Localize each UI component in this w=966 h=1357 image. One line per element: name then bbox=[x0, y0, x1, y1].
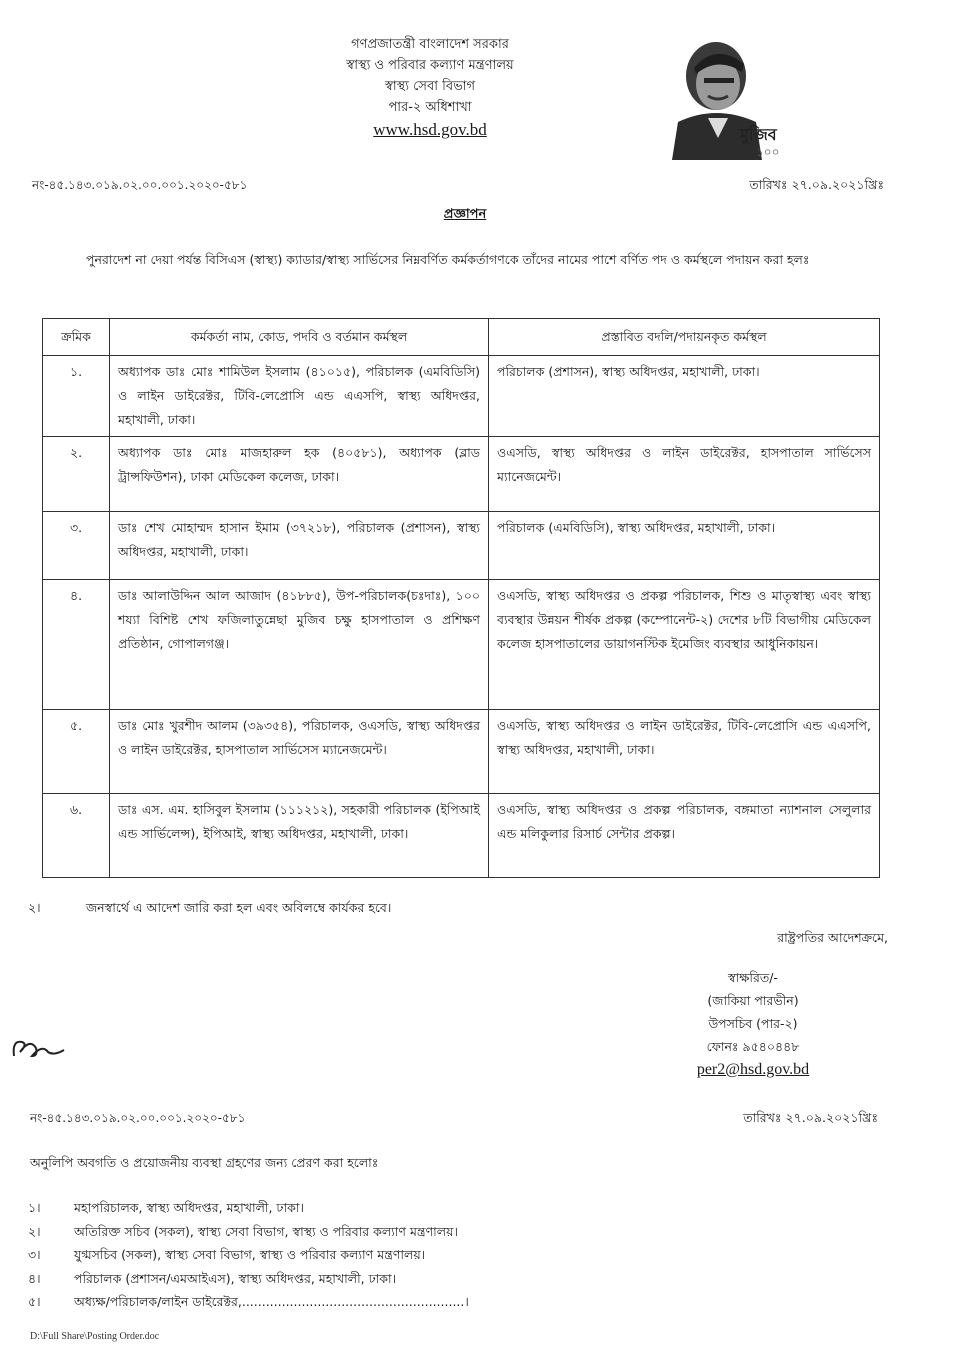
header-serial: ক্রমিক bbox=[43, 319, 110, 356]
website-link[interactable]: www.hsd.gov.bd bbox=[373, 120, 487, 139]
issue-date: তারিখঃ ২৭.০৯.২০২১খ্রিঃ bbox=[749, 177, 884, 192]
proposed-post-cell: পরিচালক (এমবিডিসি), স্বাস্থ্য অধিদপ্তর, মহাখালী, ঢাকা। bbox=[489, 512, 880, 580]
handwritten-initials-icon bbox=[8, 1030, 68, 1066]
mujib-centenary-logo-icon bbox=[664, 38, 794, 160]
list-item: ১। মহাপরিচালক, স্বাস্থ্য অধিদপ্তর, মহাখালী, ঢাকা। bbox=[28, 1200, 304, 1215]
copy-forwarding-line: অনুলিপি অবগতি ও প্রয়োজনীয় ব্যবস্থা গ্রহণের জন্য প্রেরণ করা হলোঃ bbox=[30, 1155, 379, 1170]
memo-number: নং-৪৫.১৪৩.০১৯.০২.০০.০০১.২০২০-৫৮১ bbox=[32, 178, 248, 192]
table-row bbox=[43, 356, 880, 437]
signatory-designation: উপসচিব (পার-২) bbox=[708, 1016, 798, 1031]
list-item: ২। অতিরিক্ত সচিব (সকল), স্বাস্থ্য সেবা বিভাগ, স্বাস্থ্য ও পরিবার কল্যাণ মন্ত্রণালয়। bbox=[28, 1223, 458, 1239]
logo-year: ১০০ bbox=[756, 145, 780, 159]
serial-cell: ৩. bbox=[43, 512, 110, 580]
distribution-list bbox=[28, 1196, 469, 1314]
current-post-cell: ডাঃ এস. এম. হাসিবুল ইসলাম (১১১২১২), সহকারী পরিচালক (ইপিআই এন্ড সার্ভিলেন্স), ইপিআই, স্বাস্থ্য অধিদপ্তর, মহাখালী, ঢাকা। bbox=[110, 794, 489, 878]
proposed-post-cell: পরিচালক (প্রশাসন), স্বাস্থ্য অধিদপ্তর, মহাখালী, ঢাকা। bbox=[489, 356, 880, 437]
table-row bbox=[43, 437, 880, 512]
letterhead bbox=[230, 34, 630, 140]
ministry-name: স্বাস্থ্য ও পরিবার কল্যাণ মন্ত্রণালয় bbox=[346, 58, 514, 73]
list-item: ৪। পরিচালক (প্রশাসন/এমআইএস), স্বাস্থ্য অধিদপ্তর, মহাখালী, ঢাকা। bbox=[28, 1270, 397, 1286]
clause-text: জনস্বার্থে এ আদেশ জারি করা হল এবং অবিলম্বে কার্যকর হবে। bbox=[86, 900, 392, 915]
posting-table bbox=[42, 318, 880, 878]
table-row bbox=[43, 580, 880, 710]
logo-text: মুজিব bbox=[740, 125, 777, 144]
table-row bbox=[43, 794, 880, 878]
current-post-cell: ডাঃ মোঃ খুরশীদ আলম (৩৯৩৫৪), পরিচালক, ওএসডি, স্বাস্থ্য অধিদপ্তর ও লাইন ডাইরেক্টর, হাসপাতাল সার্ভিসেস ম্যানেজমেন্ট। bbox=[110, 710, 489, 794]
current-post-cell: অধ্যাপক ডাঃ মোঃ শামিউল ইসলাম (৪১০১৫), পরিচালক (এমবিডিসি) ও লাইন ডাইরেক্টর, টিবি-লেপ্রোসি এন্ড এএসপি, স্বাস্থ্য অধিদপ্তর, মহাখালী, ঢাকা। bbox=[110, 356, 489, 437]
signatory-email-link[interactable]: per2@hsd.gov.bd bbox=[696, 1061, 810, 1078]
list-item: ৩। যুগ্মসচিব (সকল), স্বাস্থ্য সেবা বিভাগ, স্বাস্থ্য ও পরিবার কল্যাণ মন্ত্রণালয়। bbox=[28, 1247, 426, 1262]
signatory-phone: ফোনঃ ৯৫৪০৪৪৮ bbox=[706, 1039, 800, 1054]
serial-cell: ১. bbox=[43, 356, 110, 437]
effective-clause bbox=[28, 900, 391, 920]
division-name: স্বাস্থ্য সেবা বিভাগ bbox=[384, 79, 476, 94]
document-title: প্রজ্ঞাপন bbox=[443, 207, 487, 222]
current-post-cell: ডাঃ আলাউদ্দিন আল আজাদ (৪১৮৮৫), উপ-পরিচালক(চঃদাঃ), ১০০ শয্যা বিশিষ্ট শেখ ফজিলাতুন্নেছা মুজিব চক্ষু হাসপাতাল ও প্রশিক্ষণ প্রতিষ্ঠান, গোপালগঞ্জ। bbox=[110, 580, 489, 710]
proposed-post-cell: ওএসডি, স্বাস্থ্য অধিদপ্তর ও প্রকল্প পরিচালক, শিশু ও মাতৃস্বাস্থ্য এবং স্বাস্থ্য ব্যবস্থার উন্নয়ন শীর্ষক প্রকল্প (কম্পোনেন্ট-২) দেশের ৮টি বিভাগীয় মেডিকেল কলেজ হাসপাতালের ডায়াগনস্টিক ইমেজিং ব্যবস্থার আধুনিকায়ন। bbox=[489, 580, 880, 710]
memo-number-copy: নং-৪৫.১৪৩.০১৯.০২.০০.০০১.২০২০-৫৮১ bbox=[30, 1111, 246, 1125]
signature-block bbox=[618, 926, 888, 1081]
serial-cell: ২. bbox=[43, 437, 110, 512]
current-post-cell: ডাঃ শেখ মোহাম্মদ হাসান ইমাম (৩৭২১৮), পরিচালক (প্রশাসন), স্বাস্থ্য অধিদপ্তর, মহাখালী, ঢাকা। bbox=[110, 512, 489, 580]
file-path-footer: D:\Full Share\Posting Order.doc bbox=[30, 1331, 160, 1342]
list-item: ৫। অধ্যক্ষ/পরিচালক/লাইন ডাইরেক্টর,........................................................। bbox=[28, 1294, 469, 1309]
proposed-post-cell: ওএসডি, স্বাস্থ্য অধিদপ্তর ও লাইন ডাইরেক্টর, হাসপাতাল সার্ভিসেস ম্যানেজমেন্ট। bbox=[489, 437, 880, 512]
govt-name: গণপ্রজাতন্ত্রী বাংলাদেশ সরকার bbox=[351, 37, 509, 52]
serial-cell: ৫. bbox=[43, 710, 110, 794]
issue-date-copy: তারিখঃ ২৭.০৯.২০২১খ্রিঃ bbox=[743, 1110, 878, 1125]
serial-cell: ৬. bbox=[43, 794, 110, 878]
table-header-row bbox=[43, 319, 880, 356]
branch-name: পার-২ অধিশাখা bbox=[388, 100, 472, 115]
proposed-post-cell: ওএসডি, স্বাস্থ্য অধিদপ্তর ও লাইন ডাইরেক্টর, টিবি-লেপ্রোসি এন্ড এএসপি, স্বাস্থ্য অধিদপ্তর, মহাখালী, ঢাকা। bbox=[489, 710, 880, 794]
serial-cell: ৪. bbox=[43, 580, 110, 710]
intro-paragraph: পুনরাদেশ না দেয়া পর্যন্ত বিসিএস (স্বাস্থ্য) ক্যাডার/স্বাস্থ্য সার্ভিসের নিম্নবর্ণিত কর্মকর্তাগণকে তাঁদের নামের পাশে বর্ণিত পদ ও কর্মস্থলে পদায়ন করা হলঃ bbox=[86, 252, 810, 267]
table-row bbox=[43, 710, 880, 794]
table-row bbox=[43, 512, 880, 580]
by-order-line: রাষ্ট্রপতির আদেশক্রমে, bbox=[777, 930, 888, 945]
clause-number: ২। bbox=[28, 900, 41, 915]
current-post-cell: অধ্যাপক ডাঃ মোঃ মাজহারুল হক (৪০৫৮১), অধ্যাপক (ব্লাড ট্রান্সফিউশন), ঢাকা মেডিকেল কলেজ, ঢাকা। bbox=[110, 437, 489, 512]
header-proposed-post: প্রস্তাবিত বদলি/পদায়নকৃত কর্মস্থল bbox=[489, 319, 880, 356]
signatory-name: (জাকিয়া পারভীন) bbox=[707, 993, 799, 1008]
proposed-post-cell: ওএসডি, স্বাস্থ্য অধিদপ্তর ও প্রকল্প পরিচালক, বঙ্গমাতা ন্যাশনাল সেলুলার এন্ড মলিকুলার রিসার্চ সেন্টার প্রকল্প। bbox=[489, 794, 880, 878]
signed-mark: স্বাক্ষরিত/- bbox=[728, 970, 778, 985]
header-current-post: কর্মকর্তা নাম, কোড, পদবি ও বর্তমান কর্মস্থল bbox=[110, 319, 489, 356]
